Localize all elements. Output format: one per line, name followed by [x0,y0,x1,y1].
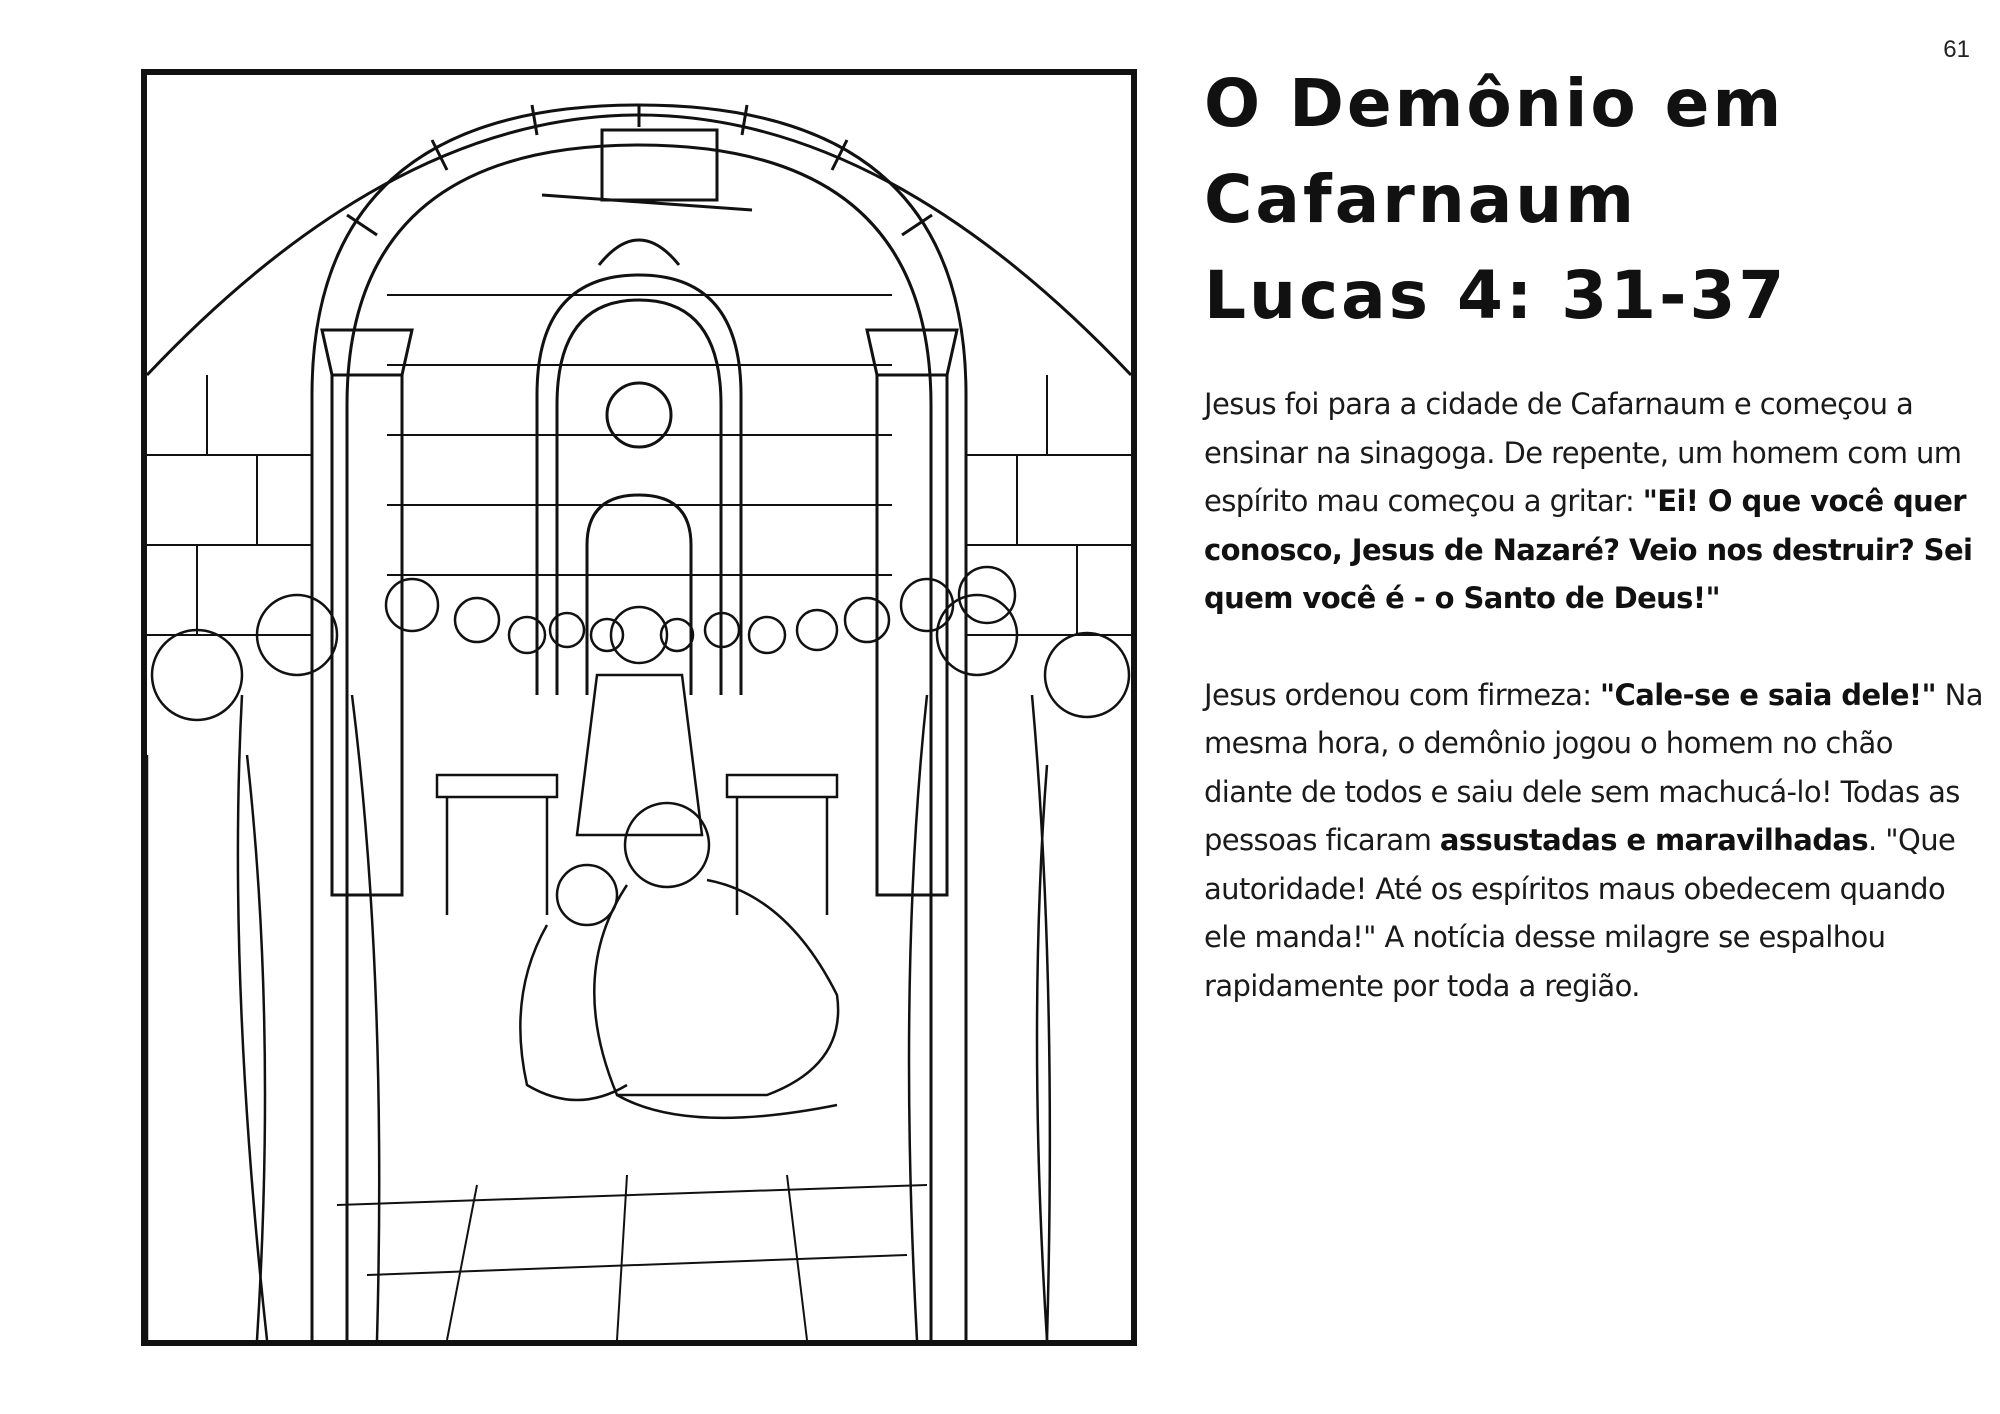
paragraph-1-intro: Jesus foi para a cidade de Cafarnaum e começou a ensinar na sinagoga. De repente, um homem com um espírito mau começou a gritar: [1204,387,1962,518]
story-paragraph-2 [1204,671,1984,1011]
paragraph-2-ending: . "Que autoridade! Até os espíritos maus obedecem quando ele manda!" A notícia desse milagre se espalhou rapidamente por toda a região. [1204,823,1956,1003]
story-text [1204,380,1984,1058]
page-number: 61 [1943,36,1970,63]
jesus-command: "Cale-se e saia dele!" [1600,677,1937,712]
crowd-reaction-emphasis: assustadas e maravilhadas [1439,823,1868,857]
illustration-frame [141,69,1137,1346]
kneeling-man-head [625,803,709,887]
inner-doorway [537,275,741,695]
demon-quote: "Ei! O que você quer conosco, Jesus de Nazaré? Veio nos destruir? Sei quem você é - o Santo de Deus!" [1204,484,1973,615]
coloring-page-illustration [147,75,1131,1340]
title-block [1204,56,1964,344]
fallen-person-head [557,865,617,925]
bible-reference: Lucas 4: 31-37 [1204,257,1788,334]
story-title-place: Cafarnaum [1204,161,1638,238]
vault-arch [147,115,1131,375]
story-paragraph-1 [1204,380,1984,623]
main-arch-outer [312,105,966,1340]
left-column [332,375,402,895]
standing-figure-head [611,607,667,663]
story-title: O Demônio em [1204,65,1785,142]
main-arch-inner [347,145,931,1340]
paragraph-2-intro: Jesus ordenou com firmeza: [1204,677,1601,712]
paragraph-2-middle: Na mesma hora, o demônio jogou o homem no chão diante de todos e saiu dele sem machucá-lo! Todas as pessoas ficaram [1204,677,1983,857]
